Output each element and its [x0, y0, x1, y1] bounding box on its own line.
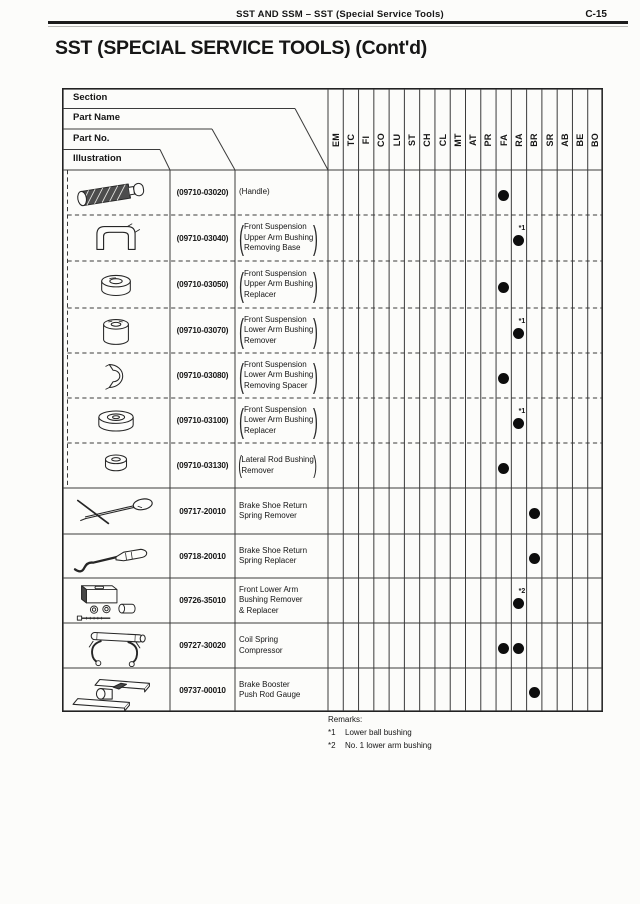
remarks [328, 713, 432, 752]
page-title: SST (SPECIAL SERVICE TOOLS) (Cont'd) [55, 37, 427, 59]
section-column-header-fi: FI [361, 135, 372, 145]
part-name-line: & Replacer [239, 605, 279, 615]
section-column-header-pr: PR [483, 133, 494, 147]
remark-text: Lower ball bushing [345, 728, 412, 737]
part-name-line: Remover [241, 465, 274, 475]
part-name-line: Lateral Rod Bushing [241, 455, 314, 465]
part-name-line: Lower Arm Bushing [244, 370, 314, 380]
header-part-name: Part Name [73, 112, 120, 123]
header-rule-thin [48, 26, 628, 27]
section-column-header-br: BR [529, 133, 540, 147]
table-row [62, 170, 603, 215]
part-name-line: Upper Arm Bushing [244, 279, 314, 289]
part-name-cell [235, 623, 328, 668]
sst-table [62, 88, 603, 712]
section-column-header-st: ST [407, 134, 418, 146]
part-name-cell [235, 261, 328, 308]
illustration-cell [62, 668, 170, 712]
usage-dot-ra [513, 328, 524, 339]
usage-dot-ra [513, 235, 524, 246]
part-number: (09710-03070) [176, 326, 229, 335]
tool-illustration-front-lower-arm-bushing-kit [68, 580, 164, 622]
part-number: (09710-03130) [176, 461, 229, 470]
part-name-line: Brake Booster [239, 679, 290, 689]
paren-close: ) [313, 311, 319, 349]
header-rule-thick [48, 21, 628, 24]
tool-illustration-lower-arm-bushing-remover [68, 310, 164, 352]
illustration-cell [62, 443, 170, 488]
paren-open: ( [239, 265, 244, 303]
part-number: 09726-35010 [179, 596, 226, 605]
section-column-header-ab: AB [559, 133, 570, 147]
tool-illustration-lower-arm-bushing-removing-spacer [68, 355, 164, 397]
part-name-line: Lower Arm Bushing [244, 325, 314, 335]
remark-item [328, 726, 432, 739]
part-name-line: Front Suspension [244, 404, 307, 414]
remarks-title: Remarks: [328, 715, 363, 724]
part-number: (09710-03100) [176, 416, 229, 425]
part-name-line: Removing Base [244, 243, 301, 253]
tool-illustration-brake-shoe-return-spring-remover [68, 490, 164, 532]
part-name-cell [235, 534, 328, 578]
usage-dot-ra [513, 643, 524, 654]
part-number: (09710-03080) [176, 371, 229, 380]
part-number: 09718-20010 [179, 551, 226, 561]
paren-close: ) [313, 401, 319, 439]
table-row [62, 578, 603, 623]
part-name-line: Brake Shoe Return [239, 500, 308, 510]
tool-illustration-brake-shoe-return-spring-replacer [68, 535, 164, 577]
section-column-header-bo: BO [590, 133, 601, 147]
dot-remark-mark: *1 [518, 317, 526, 325]
table-row [62, 443, 603, 488]
section-column-header-mt: MT [452, 133, 463, 147]
illustration-cell [62, 170, 170, 215]
usage-dot-fa [498, 643, 509, 654]
part-name-cell [235, 668, 328, 712]
paren-open: ( [239, 356, 244, 394]
part-name-cell [235, 578, 328, 623]
remark-item [328, 739, 432, 752]
part-name-line: Push Rod Gauge [239, 690, 301, 699]
tool-illustration-upper-arm-bushing-removing-base [68, 217, 164, 259]
running-header: SST AND SSM – SST (Special Service Tools) [236, 9, 444, 20]
usage-dot-ra [513, 418, 524, 429]
part-name-cell [235, 488, 328, 534]
section-column-header-co: CO [376, 133, 387, 147]
table-row [62, 668, 603, 712]
usage-dot-fa [498, 373, 509, 384]
section-column-header-sr: SR [544, 133, 555, 147]
part-number: (09710-03050) [176, 280, 229, 289]
paren-close: ) [313, 265, 319, 303]
illustration-cell [62, 261, 170, 308]
part-name-cell [235, 353, 328, 398]
part-name-line: Spring Remover [239, 511, 297, 520]
table-row [62, 308, 603, 353]
part-number: 09727-30020 [179, 641, 226, 650]
usage-dot-fa [498, 463, 509, 474]
section-column-header-em: EM [330, 133, 341, 147]
tool-illustration-lower-arm-bushing-replacer [68, 400, 164, 442]
usage-dot-br [529, 553, 540, 564]
illustration-cell [62, 534, 170, 578]
part-name-line: Compressor [239, 645, 283, 655]
table-row [62, 353, 603, 398]
part-name-line: Bushing Remover [239, 595, 303, 605]
paren-close: ) [313, 219, 319, 257]
part-number: 09737-00010 [179, 685, 226, 695]
remark-mark: *1 [328, 728, 336, 737]
part-number: (09710-03040) [176, 233, 229, 243]
part-name-line: Upper Arm Bushing [244, 232, 314, 242]
usage-dot-br [529, 508, 540, 519]
table-row [62, 215, 603, 261]
section-column-header-fa: FA [498, 134, 509, 146]
table-row [62, 534, 603, 578]
section-column-header-tc: TC [345, 133, 356, 147]
part-name-line: Remover [244, 335, 277, 345]
table-row [62, 261, 603, 308]
part-name-cell [235, 398, 328, 443]
usage-dot-fa [498, 282, 509, 293]
illustration-cell [62, 398, 170, 443]
part-name-cell [235, 443, 328, 488]
usage-dot-fa [498, 190, 509, 201]
paren-open: ( [239, 219, 244, 257]
page-number: C-15 [585, 9, 607, 20]
illustration-cell [62, 308, 170, 353]
paren-close: ) [313, 356, 319, 394]
part-name-line: Replacer [244, 289, 277, 299]
section-column-header-ra: RA [513, 133, 524, 147]
part-name-line: Lower Arm Bushing [244, 415, 314, 425]
header-part-no: Part No. [73, 132, 110, 144]
illustration-cell [62, 578, 170, 623]
part-name-line: Coil Spring [239, 635, 279, 645]
part-name-line: Front Suspension [244, 222, 307, 232]
part-number: 09717-20010 [179, 506, 226, 516]
section-column-header-at: AT [468, 134, 479, 146]
part-name-line: Spring Replacer [239, 556, 297, 565]
part-name-line: (Handle) [239, 187, 270, 197]
part-name-line: Front Suspension [244, 359, 307, 369]
part-number: (09710-03020) [176, 188, 229, 197]
usage-dot-br [529, 687, 540, 698]
part-name-cell [235, 215, 328, 261]
header-illustration: Illustration [73, 152, 122, 164]
paren-open: ( [239, 401, 244, 439]
section-column-header-be: BE [575, 133, 586, 147]
tool-illustration-handle [68, 172, 164, 214]
paren-open: ( [238, 451, 243, 480]
paren-open: ( [239, 311, 244, 349]
section-column-header-ch: CH [422, 133, 433, 147]
illustration-cell [62, 488, 170, 534]
tool-illustration-lateral-rod-bushing-remover [68, 445, 164, 487]
part-name-cell [235, 308, 328, 353]
usage-dot-ra [513, 598, 524, 609]
dot-remark-mark: *1 [518, 225, 526, 232]
part-name-line: Front Suspension [244, 268, 307, 278]
tool-illustration-upper-arm-bushing-replacer [68, 264, 164, 306]
tool-illustration-brake-booster-push-rod-gauge [68, 669, 164, 711]
header-section: Section [73, 91, 108, 103]
remark-text: No. 1 lower arm bushing [345, 741, 432, 750]
illustration-cell [62, 215, 170, 261]
illustration-cell [62, 623, 170, 668]
illustration-cell [62, 353, 170, 398]
table-row [62, 398, 603, 443]
table-row [62, 623, 603, 668]
table-row [62, 488, 603, 534]
part-name-cell [235, 170, 328, 215]
tool-illustration-coil-spring-compressor [68, 625, 164, 667]
part-name-line: Front Lower Arm [239, 584, 299, 594]
remark-mark: *2 [328, 741, 336, 750]
part-name-line: Front Suspension [244, 314, 307, 324]
dot-remark-mark: *1 [518, 407, 526, 415]
paren-close: ) [313, 451, 317, 480]
section-column-header-cl: CL [437, 133, 448, 147]
part-name-line: Removing Spacer [244, 380, 308, 390]
part-name-line: Replacer [244, 425, 277, 435]
part-name-line: Brake Shoe Return [239, 545, 308, 555]
section-column-header-lu: LU [391, 133, 402, 147]
dot-remark-mark: *2 [518, 587, 526, 595]
